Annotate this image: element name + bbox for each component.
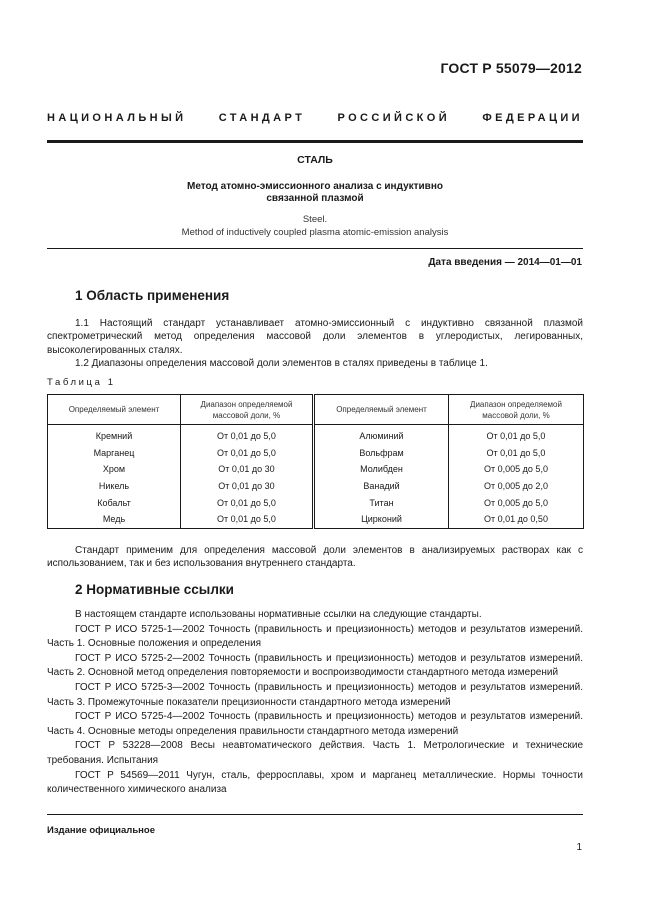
- reference-item: ГОСТ Р ИСО 5725-1—2002 Точность (правильность и прецизионность) методов и результатов измерений. Часть 1. Основные положения и определения: [47, 623, 583, 650]
- table-cell: От 0,01 до 0,50: [449, 511, 584, 528]
- section-heading: 2 Нормативные ссылки: [75, 582, 234, 597]
- english-title-line: Method of inductively coupled plasma atomic-emission analysis: [181, 227, 449, 238]
- ranges-table: [47, 394, 584, 529]
- table-row: [48, 461, 584, 478]
- table-cell: От 0,005 до 2,0: [449, 478, 584, 495]
- table-cell: От 0,01 до 5,0: [181, 445, 314, 462]
- table-cell: От 0,01 до 5,0: [449, 425, 584, 445]
- table-cell: Марганец: [48, 445, 181, 462]
- table-cell: Цирконий: [314, 511, 449, 528]
- table-cell: Никель: [48, 478, 181, 495]
- normative-references: [47, 608, 583, 798]
- table-cell: Вольфрам: [314, 445, 449, 462]
- table-header-cell: Определяемый элемент: [48, 395, 181, 425]
- table-cell: Ванадий: [314, 478, 449, 495]
- table-cell: Кремний: [48, 425, 181, 445]
- document-title: СТАЛЬ: [297, 154, 333, 166]
- table-cell: От 0,01 до 5,0: [181, 511, 314, 528]
- footer-divider: [47, 814, 583, 815]
- table-header-row: [48, 395, 584, 425]
- reference-item: ГОСТ Р 54569—2011 Чугун, сталь, ферросплавы, хром и марганец металлические. Нормы точности количественного химического анализа: [47, 769, 583, 796]
- header-divider: [47, 140, 583, 143]
- references-intro: В настоящем стандарте использованы нормативные ссылки на следующие стандарты.: [75, 609, 482, 620]
- table-header-cell: Диапазон определяемой массовой доли, %: [181, 395, 314, 425]
- title-divider: [47, 248, 583, 249]
- table-cell: Молибден: [314, 461, 449, 478]
- section-heading: 1 Область применения: [75, 288, 230, 303]
- table-row: [48, 494, 584, 511]
- paragraph: Стандарт применим для определения массовой доли элементов в анализируемых растворах как с использованием, так и без использования внутреннего стандарта.: [47, 545, 583, 570]
- english-title-line: Steel.: [302, 214, 328, 225]
- table-row: [48, 425, 584, 445]
- english-title: [47, 213, 583, 239]
- reference-item: ГОСТ Р ИСО 5725-2—2002 Точность (правильность и прецизионность) методов и результатов измерений. Часть 2. Основной метод определения повторяемости и воспроизводимости стандартного метода измерений: [47, 652, 583, 679]
- table-cell: Титан: [314, 494, 449, 511]
- table-cell: Алюминий: [314, 425, 449, 445]
- table-header-cell: Диапазон определяемой массовой доли, %: [449, 395, 584, 425]
- table-cell: Кобальт: [48, 494, 181, 511]
- table-row: [48, 511, 584, 528]
- reference-item: ГОСТ Р ИСО 5725-3—2002 Точность (правильность и прецизионность) методов и результатов измерений. Часть 3. Промежуточные показатели прецизионности стандартного метода измерений: [47, 681, 583, 708]
- paragraph: 1.1 Настоящий стандарт устанавливает атомно-эмиссионный с индуктивно связанной плазмой спектрометрический метод определения массовой доли элементов в углеродистых, легированных, высоколегированных сталях.: [47, 318, 583, 356]
- national-standard-banner: НАЦИОНАЛЬНЫЙ СТАНДАРТ РОССИЙСКОЙ ФЕДЕРАЦИИ: [47, 112, 583, 124]
- table-cell: От 0,01 до 5,0: [449, 445, 584, 462]
- table-header-cell: Определяемый элемент: [314, 395, 449, 425]
- table-caption: Таблица 1: [47, 377, 116, 388]
- reference-item: ГОСТ Р ИСО 5725-4—2002 Точность (правильность и прецизионность) методов и результатов измерений. Часть 4. Основные методы определения правильности стандартного метода измерений: [47, 711, 583, 737]
- reference-item: ГОСТ Р 53228—2008 Весы неавтоматического действия. Часть 1. Метрологические и технические требования. Испытания: [47, 740, 583, 766]
- edition-label: Издание официальное: [47, 825, 155, 836]
- table-cell: Медь: [48, 511, 181, 528]
- table-row: [48, 478, 584, 495]
- table-cell: От 0,005 до 5,0: [449, 494, 584, 511]
- table-cell: От 0,01 до 5,0: [181, 494, 314, 511]
- document-subtitle: [47, 181, 583, 205]
- table-cell: Хром: [48, 461, 181, 478]
- document-code: ГОСТ Р 55079—2012: [440, 60, 582, 76]
- table-cell: От 0,01 до 30: [181, 478, 314, 495]
- page-number: 1: [576, 842, 582, 853]
- table-cell: От 0,005 до 5,0: [449, 461, 584, 478]
- paragraph: 1.2 Диапазоны определения массовой доли элементов в сталях приведены в таблице 1.: [75, 358, 488, 369]
- table-row: [48, 445, 584, 462]
- subtitle-line: связанной плазмой: [266, 193, 364, 204]
- subtitle-line: Метод атомно-эмиссионного анализа с индуктивно: [187, 181, 443, 192]
- table-cell: От 0,01 до 5,0: [181, 425, 314, 445]
- table-cell: От 0,01 до 30: [181, 461, 314, 478]
- introduction-date: Дата введения — 2014—01—01: [428, 257, 582, 268]
